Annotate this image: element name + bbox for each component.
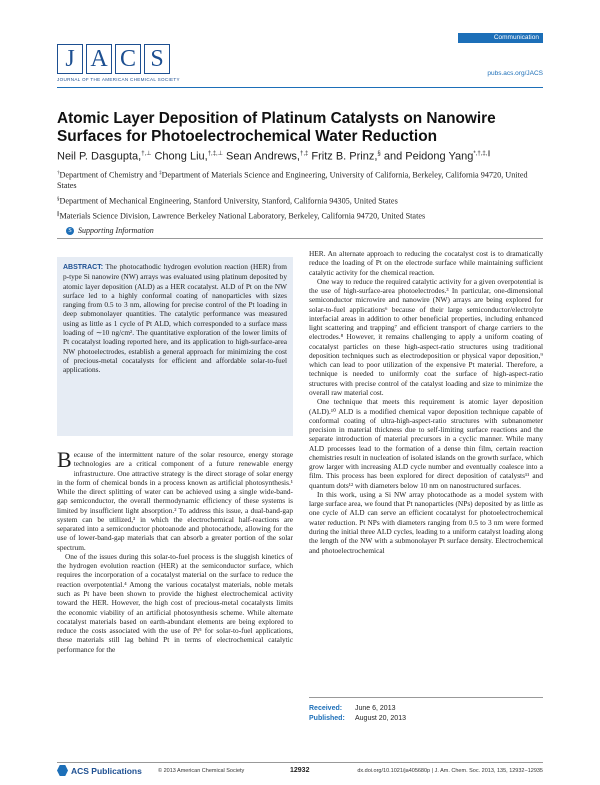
author-name[interactable]: and Peidong Yang xyxy=(383,150,474,163)
affil-text: Department of Materials Science and Engineering, University of California, Berkeley, California 94720, United States xyxy=(57,170,528,191)
author-affil-marks: †,⊥ xyxy=(141,151,152,157)
supporting-info-label: Supporting Information xyxy=(78,226,154,235)
article-title: Atomic Layer Deposition of Platinum Catalysts on Nanowire Surfaces for Photoelectrochemical Water Reduction xyxy=(57,110,496,145)
affil-text: Department of Chemistry and xyxy=(59,170,160,180)
body-right-column xyxy=(309,249,543,681)
paragraph: HER. An alternate approach to reducing the cocatalyst cost is to dramatically reduce the loading of Pt on the electrode surface while maintaining sufficient catalytic activity for the chemical reaction. xyxy=(309,249,543,277)
jacs-logo xyxy=(57,44,170,74)
author-affil-marks: *,†,‡,∥ xyxy=(473,151,491,157)
paragraph: One technique that meets this requirement is atomic layer deposition (ALD).¹⁰ ALD is a modified chemical vapor deposition technique capable of conformal coating of ultra-high-aspect-ratio structures with subnanometer precision in material thickness due to self-limiting surface reactions and the separate introduction of material precursors in a cyclic manner. While many ALD processes lead to the formation of a dense thin film, certain reaction chemistries result in nucleation of isolated islands on the growth surface, which grow larger with increasing ALD cycle number and eventually coalesce into a film. This process has been explored for direct deposition of catalysts¹¹ and quantum dots¹² with diameters below 10 nm on nanostructured surfaces. xyxy=(309,397,543,490)
affil-mark: ‡ xyxy=(159,171,162,176)
logo-letter: J xyxy=(57,44,83,74)
abstract-text: The photocathodic hydrogen evolution reaction (HER) from p-type Si nanowire (NW) arrays was evaluated using platinum deposited by atomic layer deposition (ALD) as a HER cocatalyst. ALD of Pt on the NW surface led to a highly conformal coating of nanoparticles with sizes ranging from 0.5 to 3 nm, allowing for precise control of the Pt loading in deep submonolayer quantities. The catalytic performance was measured using as little as 1 cycle of Pt ALD, which corresponded to a surface mass loading of ∼10 ng/cm². The quantitative exploration of the lower limits of Pt cocatalyst loading reported here, and its application to high-surface-area NW photoelectrodes, establish a general approach for minimizing the cost of precious-metal cocatalysts for efficient and affordable solar-to-fuel applications. xyxy=(63,262,287,375)
doi-citation-link[interactable]: dx.doi.org/10.1021/ja405680p | J. Am. Chem. Soc. 2013, 135, 12932−12935 xyxy=(357,768,543,774)
paragraph-text: ecause of the intermittent nature of the solar resource, energy storage technologies are a critical component of a future renewable energy infrastructure. One attractive strategy is the direct storage of solar energy in the form of chemical bonds in a process known as artificial photosynthesis.¹ While the direct splitting of water can be achieved using a single wide-band-gap semiconductor, the overall thermodynamic efficiency of these systems is limited by insufficient light absorption.² To address this issue, a dual-band-gap system can be utilized,³ in which the electrochemical half-reactions are separated into a semiconductor photoanode and photocathode, allowing for the use of lower-band-gap materials that can absorb a greater portion of the solar spectrum. xyxy=(57,450,293,552)
author-list xyxy=(57,150,490,163)
paragraph: One way to reduce the required catalytic activity for a given overpotential is the use of high-surface-area photoelectrodes.³ In particular, one-dimensional semiconductor microwire and nanowire (NW) arrays are being explored for solar-to-fuel applications⁶ because of their large semiconductor/electrolyte interfacial areas in addition to other beneficial properties, including enhanced light scattering and trapping⁷ and efficient transport of charge carriers to the electrodes.⁸ However, it remains challenging to apply a uniform coating of cocatalyst particles on these high-aspect-ratio structures using traditional deposition techniques such as electrodeposition or physical vapor deposition,⁹ which can lead to poor utilization of the expensive Pt material. Therefore, a technique is needed to uniformly coat the surface of high-aspect-ratio structures with precise control of the catalyst loading and size to minimize the overall raw material cost. xyxy=(309,276,543,397)
paragraph: In this work, using a Si NW array photocathode as a model system with large surface area, we found that Pt nanoparticles (NPs) deposited by as little as one cycle of ALD can serve an efficient cocatalyst for photoelectrochemical water reduction. Pt NPs with diameters ranging from 0.5 to 3 nm were formed during the initial three ALD cycles, leading to a uniform catalyst loading along the length of the NW with a submonolayer Pt surface density. Electrochemical and photoelectrochemical xyxy=(309,489,543,555)
supporting-info-icon: S xyxy=(66,227,74,235)
dropcap: B xyxy=(57,450,72,472)
author-affil-marks: †,‡,⊥ xyxy=(207,151,223,157)
section-label: Communication xyxy=(458,33,543,43)
affil-mark: † xyxy=(57,171,60,176)
page-number: 12932 xyxy=(290,767,310,774)
author-name[interactable]: Chong Liu, xyxy=(154,150,208,163)
footer-divider xyxy=(57,762,543,763)
article-dates xyxy=(309,697,543,723)
published-label: Published: xyxy=(309,714,345,722)
paragraph xyxy=(57,450,293,552)
paragraph: One of the issues during this solar-to-fuel process is the sluggish kinetics of the hydrogen evolution reaction (HER) at the semiconductor surface, which requires the incorporation of a cocatalyst material on the surface to reduce the reaction overpotential.⁴ Among the various cocatalyst materials, noble metals such as Pt have been shown to provide the highest electrochemical activity toward the HER. However, the high cost of precious-metal cocatalysts limits the economic viability of an artificial photosynthesis scheme. While alternate cocatalyst materials based on earth-abundant elements are being explored to reduce the costs associated with the use of Pt⁵ for solar-to-fuel applications, these materials still lag behind Pt in terms of electrochemical catalytic performance for the xyxy=(57,551,293,654)
published-row xyxy=(309,714,543,724)
header-divider xyxy=(57,87,543,88)
author-name[interactable]: Fritz B. Prinz, xyxy=(311,150,378,163)
affiliation xyxy=(57,169,543,192)
publisher-name: ACS Publications xyxy=(71,765,142,776)
logo-letter: C xyxy=(115,44,141,74)
affil-mark: ∥ xyxy=(57,212,60,218)
published-date: August 20, 2013 xyxy=(355,714,406,722)
author-name[interactable]: Neil P. Dasgupta, xyxy=(57,150,142,163)
abstract-label: ABSTRACT: xyxy=(63,264,104,271)
journal-url-link[interactable]: pubs.acs.org/JACS xyxy=(487,70,543,77)
affiliations xyxy=(57,169,543,226)
journal-subtitle: JOURNAL OF THE AMERICAN CHEMICAL SOCIETY xyxy=(57,77,180,82)
received-row xyxy=(309,704,543,714)
logo-letter: S xyxy=(144,44,170,74)
author-affil-marks: †,‡ xyxy=(300,151,309,157)
received-date: June 6, 2013 xyxy=(355,705,396,712)
received-label: Received: xyxy=(309,705,343,712)
logo-letter: A xyxy=(86,44,112,74)
affil-text: Materials Science Division, Lawrence Berkeley National Laboratory, Berkeley, California 94720, United States xyxy=(59,211,426,221)
copyright-notice: © 2013 American Chemical Society xyxy=(158,768,245,774)
acs-hexagon-icon xyxy=(57,765,68,776)
author-name[interactable]: Sean Andrews, xyxy=(226,150,300,163)
supporting-info-link[interactable] xyxy=(66,226,154,235)
affil-text: Department of Mechanical Engineering, Stanford University, Stanford, California 94305, United States xyxy=(59,196,398,206)
body-left-column xyxy=(57,450,293,758)
affiliation xyxy=(57,195,543,207)
affiliation xyxy=(57,210,543,222)
acs-publications-logo xyxy=(57,765,142,776)
abstract-box xyxy=(57,257,293,436)
affil-mark: § xyxy=(57,196,60,202)
author-affil-marks: § xyxy=(377,151,381,157)
title-divider xyxy=(57,238,543,239)
